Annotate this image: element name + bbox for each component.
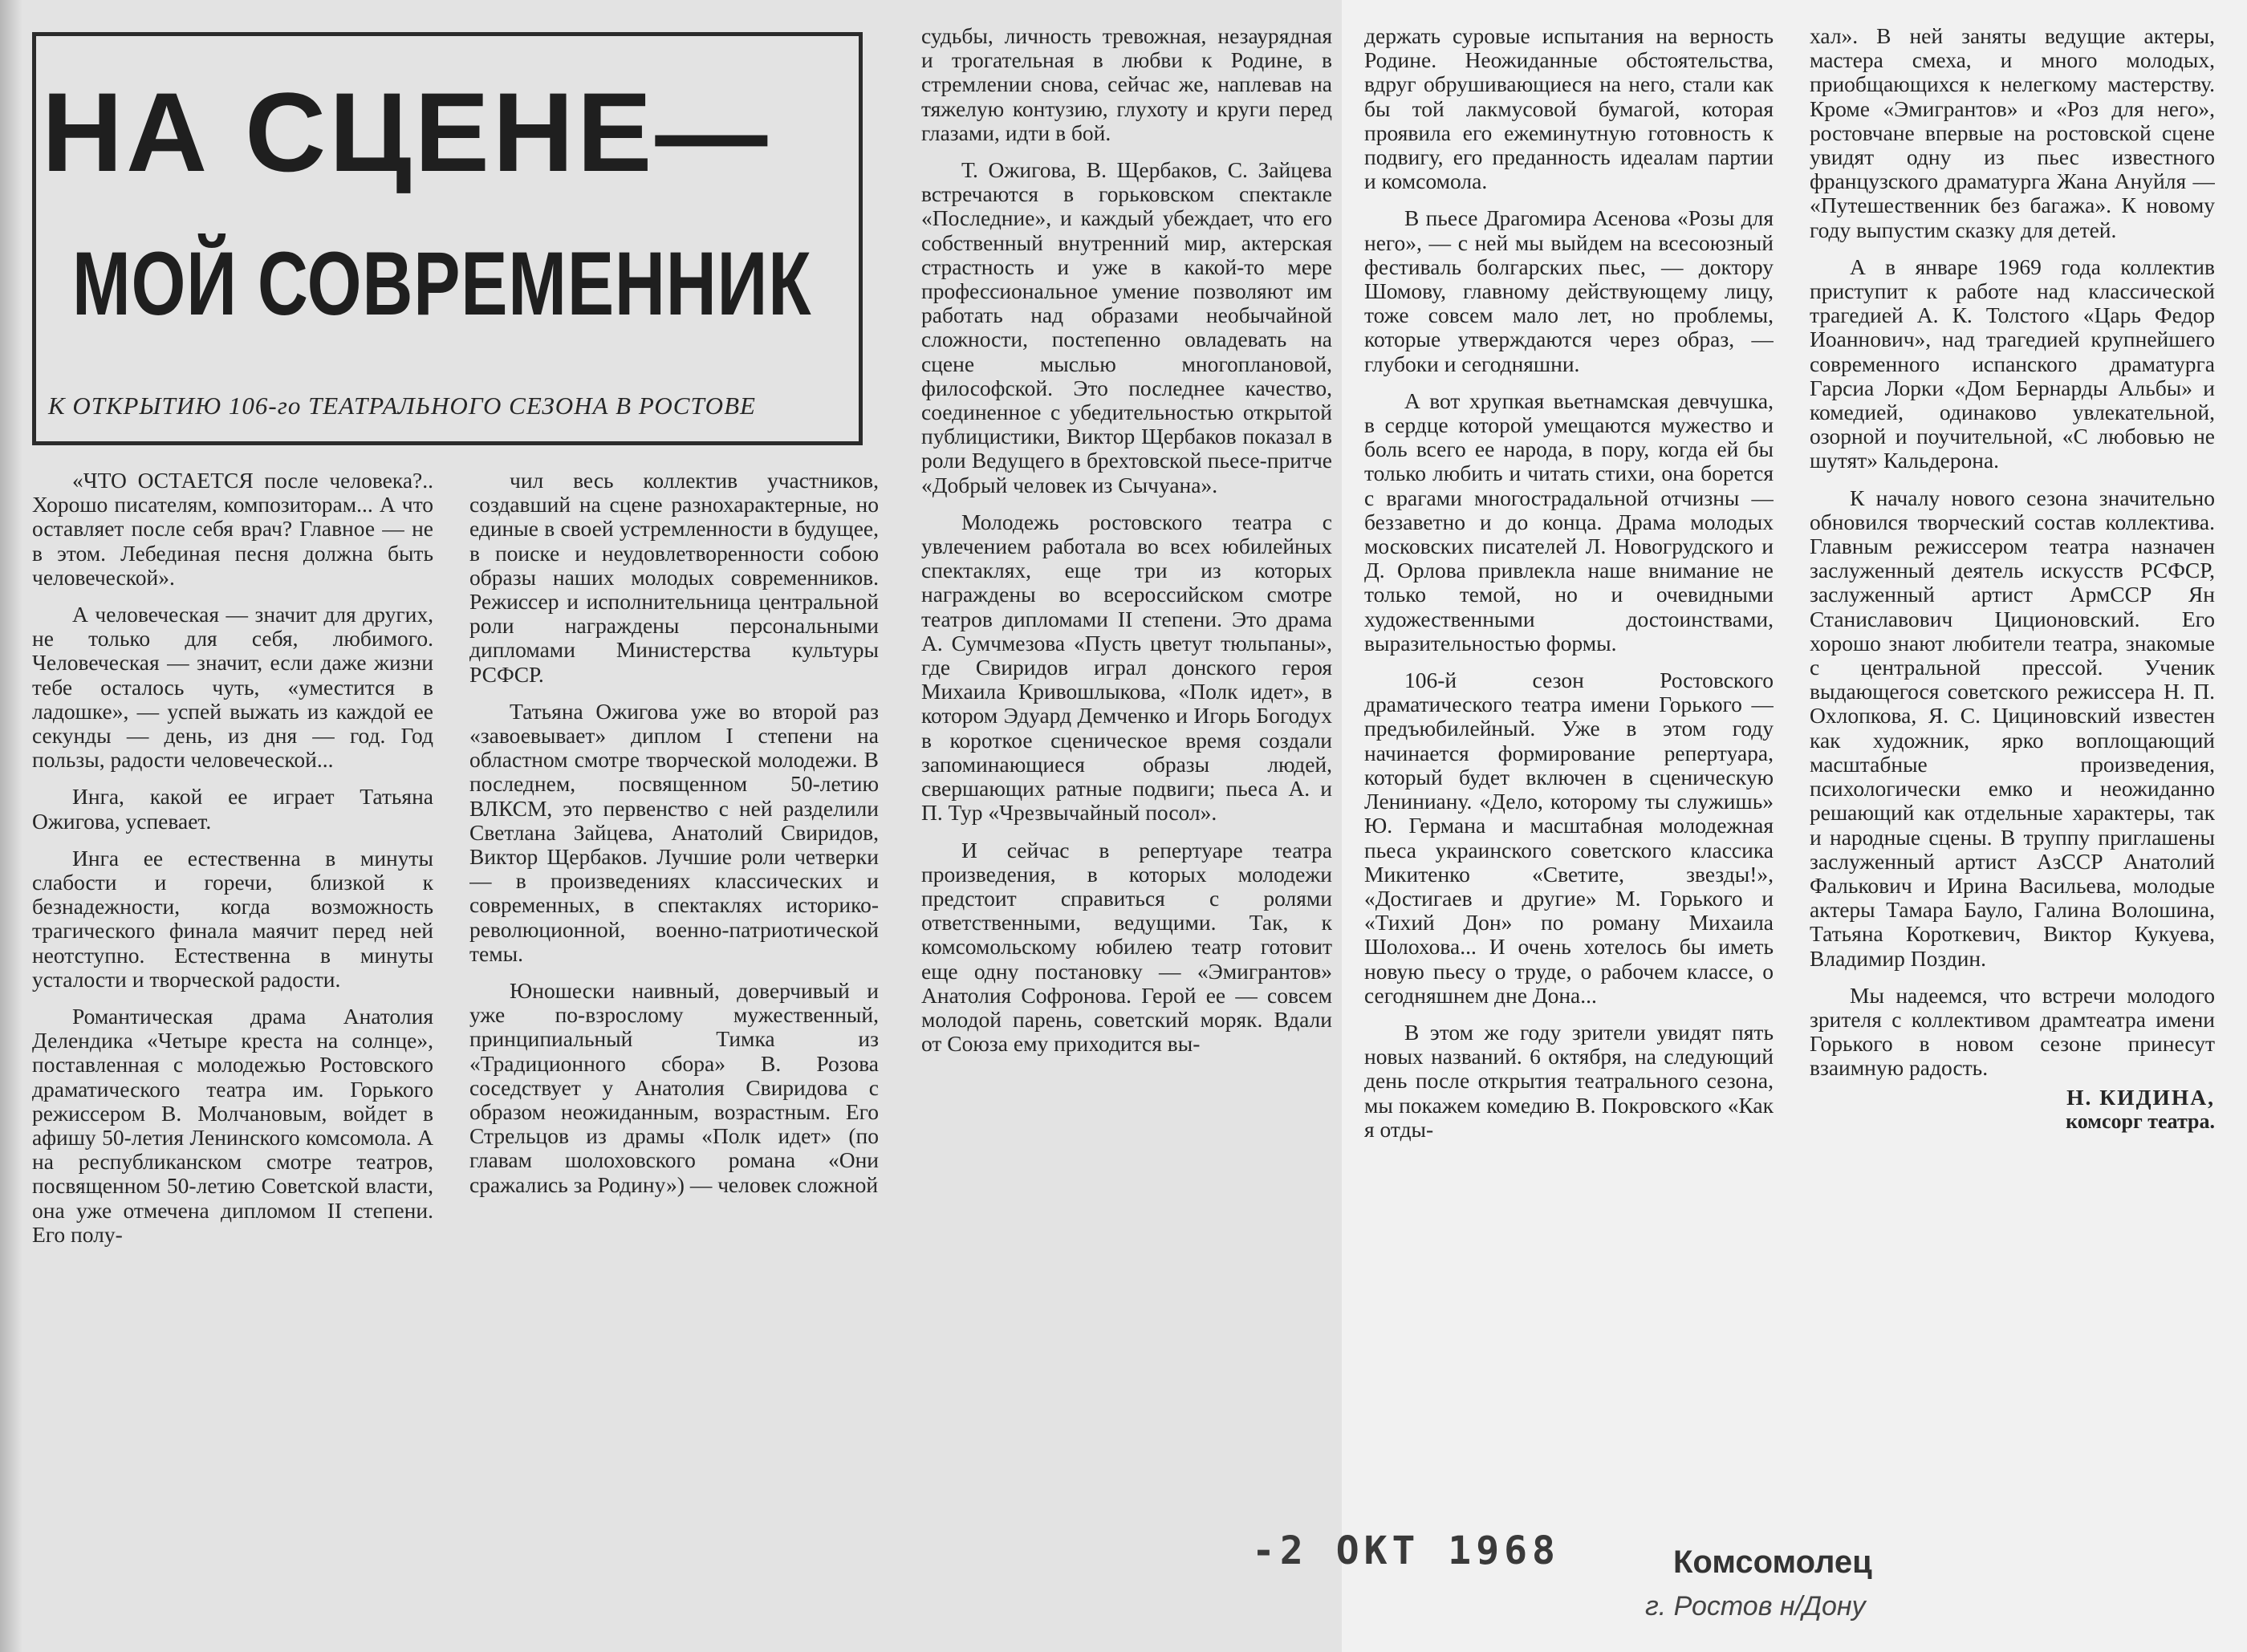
article-paragraph: В пьесе Драгомира Асенова «Розы для него», — с ней мы выйдем на всесоюзный фестиваль болгарских пьес, — доктору Шомову, главному действующему лицу, тоже совсем мало лет, но проблемы, которые утверждаются через образ, — глубоки и сегодняшни. <box>1364 205 1774 376</box>
newspaper-city-stamp: г. Ростов н/Дону <box>1645 1591 1866 1622</box>
article-paragraph: «ЧТО ОСТАЕТСЯ после человека?.. Хорошо писателям, композиторам... А что оставляет после себя врач? Главное — не в этом. Лебединая песня должна быть человеческой». <box>32 469 433 590</box>
article-paragraph: Мы надеемся, что встречи молодого зрителя с коллективом драмтеатра имени Горького в новом сезоне принесут взаимную радость. <box>1810 982 2215 1081</box>
article-paragraph: судьбы, личность тревожная, незаурядная и трогательная в любви к Родине, в стремлении снова, сейчас же, наплевав на тяжелую контузию, глухоту и круги перед глазами, идти в бой. <box>921 24 1332 145</box>
article-paragraph: К началу нового сезона значительно обновился творческий состав коллектива. Главным режиссером театра назначен заслуженный деятель искусств РСФСР, заслуженный артист АрмССР Ян Станиславович Циционовский. Его хорошо знают любители театра, знакомые с центральной прессой. Ученик выдающегося советского режиссера Н. П. Охлопкова, Я. С. Цициновский известен как художник, ярко воплощающий масштабные произведения, психологически емко и неожиданно решающий как отдельные характеры, так и народные сцены. В труппу приглашены заслуженный артист АзССР Анатолий Фалькович и Ирина Васильева, молодые актеры Тамара Бауло, Галина Волошина, Татьяна Короткевич, Виктор Кукуева, Владимир Поздин. <box>1810 485 2215 971</box>
article-paragraph: Молодежь ростовского театра с увлечением работала во всех юбилейных спектаклях, еще три из которых награждены во всероссийском смотре театров дипломами II степени. Это драма А. Сумчмезова «Пусть цветут тюльпаны», где Свиридов играл донского героя Михаила Кривошлыкова, «Полк идет», в котором Эдуард Демченко и Игорь Богодух в короткое сценическое время создали запоминающиеся образы людей, свершающих ратные подвиги; пьеса А. и П. Тур «Чрезвычайный посол». <box>921 509 1332 826</box>
article-paragraph: Инга ее естественна в минуты слабости и горечи, близкой к безнадежности, когда возможность трагического финала маячит перед ней неотступно. Естественна в минуты усталости и творческой радости. <box>32 845 433 992</box>
author-signature: Н. КИДИНА, <box>2066 1084 2215 1110</box>
article-column-3 <box>921 24 1332 1388</box>
article-column-1 <box>32 469 433 1385</box>
article-paragraph: чил весь коллектив участников, создавший на сцене разнохарактерные, но единые в своей устремленности в будущее, в поиске и неудовлетворенности собою образы наших молодых современников. Режиссер и исполнительница центральной роли награждены персональными дипломами Министерства культуры РСФСР. <box>469 469 879 687</box>
headline-subtitle: К ОТКРЫТИЮ 106-го ТЕАТРАЛЬНОГО СЕЗОНА В РОСТОВЕ <box>48 392 756 420</box>
headline-line-1: НА СЦЕНЕ— <box>42 69 771 195</box>
torn-edge <box>0 0 22 1652</box>
article-paragraph: Татьяна Ожигова уже во второй раз «завоевывает» диплом I степени на областном смотре творческой молодежи. В последнем, посвященном 50-летию ВЛКСМ, это первенство с ней разделили Светлана Зайцева, Анатолий Свиридов, Виктор Щербаков. Лучшие роли четверки — в произведениях классических и современных, в спектаклях историко-революционной, военно-патриотической темы. <box>469 698 879 966</box>
author-role: комсорг театра. <box>2066 1109 2215 1133</box>
article-paragraph: И сейчас в репертуаре театра произведения, в которых молодежи предстоит справиться с ролями ответственными, ведущими. Так, к комсомольскому юбилею театр готовит еще одну постановку — «Эмигрантов» Анатолия Софронова. Герой ее — совсем молодой парень, советский моряк. Вдали от Союза ему приходится вы- <box>921 837 1332 1057</box>
article-paragraph: держать суровые испытания на верность Родине. Неожиданные обстоятельства, вдруг обрушивающиеся на него, стали как бы той лакмусовой бумагой, которая проявила его ежеминутную готовность к подвигу, его преданность идеалам партии и комсомола. <box>1364 24 1774 194</box>
article-paragraph: А человеческая — значит для других, не только для себя, любимого. Человеческая — значит, если даже жизни тебе осталось чуть, «уместится в ладошке», — успей выжать из каждой ее секунды — день, из дня — год. Год пользы, радости человеческой... <box>32 602 433 773</box>
article-column-4 <box>1364 24 1774 1388</box>
article-column-5 <box>1810 24 2215 1388</box>
article-column-2 <box>469 469 879 1385</box>
article-paragraph: Т. Ожигова, В. Щербаков, С. Зайцева встречаются в горьковском спектакле «Последние», и каждый убеждает, что его собственный внутренний мир, актерская страстность и уже в какой-то мере профессиональное умение позволяют им работать над образами необычайной сложности, постепенно овладевать на сцене мыслью многоплановой, философской. Это последнее качество, соединенное с убедительностью открытой публицистики, Виктор Щербаков показал в роли Ведущего в брехтовской пьесе-притче «Добрый человек из Сычуана». <box>921 157 1332 497</box>
article-paragraph: Романтическая драма Анатолия Делендика «Четыре креста на солнце», поставленная с молодежью Ростовского драматического театра им. Горького режиссером В. Молчановым, войдет в афишу 50-летия Ленинского комсомола. А на республиканском смотре театров, посвященном 50-летию Советской власти, она уже отмечена дипломом II степени. Его полу- <box>32 1004 433 1247</box>
article-paragraph: хал». В ней заняты ведущие актеры, мастера смеха, и много молодых, приобщающихся к нелегкому мастерству. Кроме «Эмигрантов» и «Роз для него», ростовчане впервые на ростовской сцене увидят одну из пьес известного французского драматурга Жана Ануйля — «Путешественник без багажа». К новому году выпустим сказку для детей. <box>1810 24 2215 242</box>
article-paragraph: Юношески наивный, доверчивый и уже по-взрослому мужественный, принципиальный Тимка из «Традиционного сбора» В. Розова соседствует у Анатолия Свиридова с образом неожиданным, возрастным. Его Стрельцов из драмы «Полк идет» (по главам шолоховского романа «Они сражались за Родину») — человек сложной <box>469 978 879 1197</box>
article-paragraph: Инга, какой ее играет Татьяна Ожигова, успевает. <box>32 784 433 834</box>
date-stamp: -2 ОКТ 1968 <box>1252 1528 1560 1573</box>
article-paragraph: А в январе 1969 года коллектив приступит к работе над классической трагедией А. К. Толстого «Царь Федор Иоаннович», над трагедией крупнейшего современного испанского драматурга Гарсиа Лорки «Дом Бернарды Альбы» и комедией, одинаково увлекательной, озорной и поучительной, «С любовью не шутят» Кальдерона. <box>1810 254 2215 473</box>
article-paragraph: 106-й сезон Ростовского драматического театра имени Горького — предъюбилейный. Уже в этом году начинается формирование репертуара, который будет включен в сценическую Лениниану. «Дело, которому ты служишь» Ю. Германа и масштабная молодежная пьеса украинского советского классика Микитенко «Светите, звезды!», «Достигаев и другие» М. Горького и «Тихий Дон» по роману Михаила Шолохова... И очень хотелось бы иметь новую пьесу о труде, о рабочем классе, о сегодняшнем дне Дона... <box>1364 668 1774 1008</box>
article-paragraph: А вот хрупкая вьетнамская девчушка, в сердце которой умещаются мужество и боль всего ее народа, в пору, когда ей бы только любить и читать стихи, она борется с врагами многострадальной отчизны — беззаветно и до конца. Драма молодых московских писателей Л. Новогрудского и Д. Орлова привлекла наше внимание не только темой, но и очевидными художественными достоинствами, выразительностью формы. <box>1364 388 1774 656</box>
newspaper-name-stamp: Комсомолец <box>1673 1544 1872 1580</box>
headline-line-2: МОЙ СОВРЕМЕННИК <box>72 233 812 334</box>
article-paragraph: В этом же году зрители увидят пять новых названий. 6 октября, на следующий день после открытия театрального сезона, мы покажем комедию В. Покровского «Как я отды- <box>1364 1019 1774 1142</box>
